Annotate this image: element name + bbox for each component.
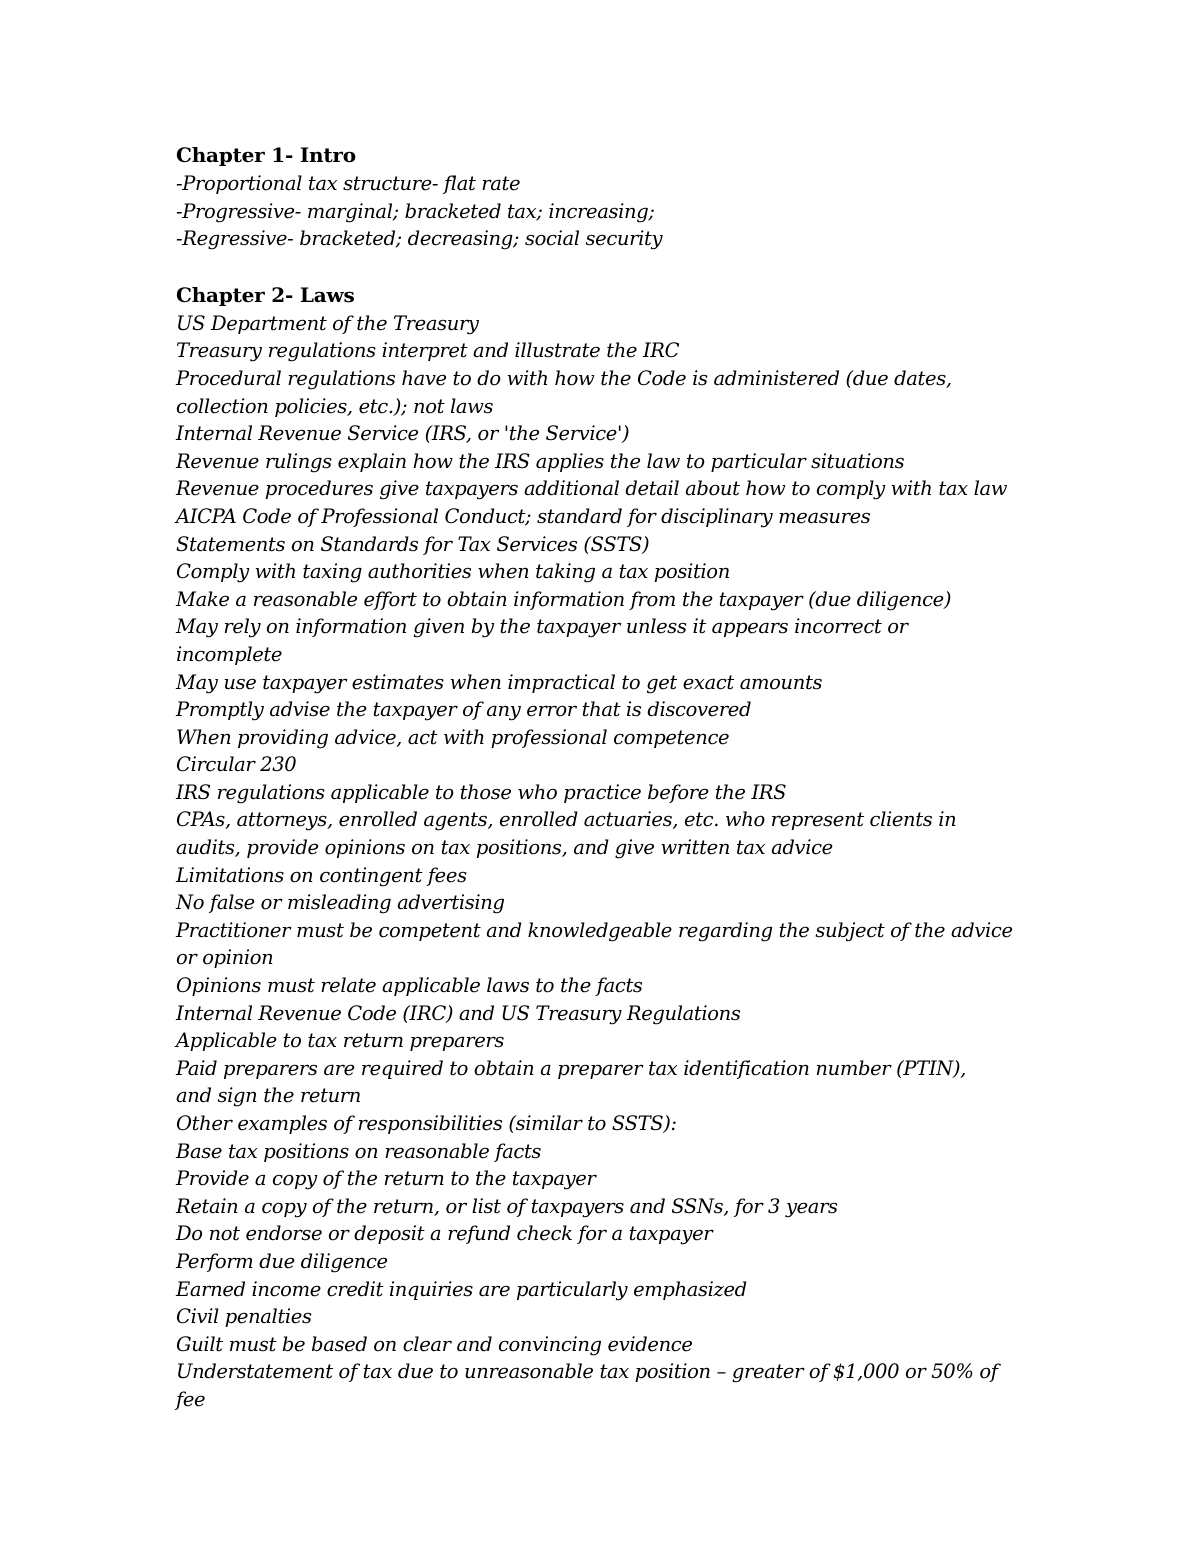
chapter-1-notes: [176, 170, 1036, 253]
note-line: Limitations on contingent fees: [176, 863, 467, 887]
note-line: Do not endorse or deposit a refund check for a taxpayer: [176, 1222, 713, 1246]
note-line: Other examples of responsibilities (similar to SSTS):: [176, 1112, 677, 1135]
note-line: Practitioner must be competent and knowledgeable regarding the subject of the advice: [176, 918, 1013, 942]
note-line: Perform due diligence: [176, 1249, 388, 1273]
note-line: or opinion: [176, 946, 274, 970]
note-line: Provide a copy of the return to the taxpayer: [176, 1167, 596, 1191]
chapter-1-heading: Chapter 1- Intro: [176, 143, 356, 167]
note-line: Retain a copy of the return, or list of taxpayers and SSNs, for 3 years: [176, 1194, 838, 1218]
note-line: AICPA Code of Professional Conduct; standard for disciplinary measures: [176, 504, 871, 528]
note-line: audits, provide opinions on tax positions, and give written tax advice: [176, 836, 833, 860]
note-line: Paid preparers are required to obtain a preparer tax identification number (PTIN),: [176, 1056, 966, 1080]
document-page: [176, 140, 1036, 1414]
chapter-2-heading: Chapter 2- Laws: [176, 282, 355, 307]
note-line: Revenue rulings explain how the IRS applies the law to particular situations: [176, 449, 905, 473]
note-line: May use taxpayer estimates when impractical to get exact amounts: [176, 670, 823, 694]
chapter-2-notes: [176, 310, 1036, 1414]
note-line: Base tax positions on reasonable facts: [176, 1139, 542, 1163]
note-line: Internal Revenue Service (IRS, or 'the Service'): [176, 422, 630, 446]
note-line: Earned income credit inquiries are particularly emphasized: [176, 1277, 747, 1301]
note-line: May rely on information given by the taxpayer unless it appears incorrect or: [176, 615, 908, 639]
note-line: Applicable to tax return preparers: [176, 1029, 505, 1053]
note-line: Statements on Standards for Tax Services (SSTS): [176, 532, 650, 556]
note-line: Comply with taxing authorities when taking a tax position: [176, 560, 730, 584]
note-line: -Proportional tax structure- flat rate: [176, 172, 521, 195]
note-line: When providing advice, act with professional competence: [176, 725, 730, 749]
note-line: Make a reasonable effort to obtain information from the taxpayer (due diligence): [176, 587, 952, 611]
note-line: -Progressive- marginal; bracketed tax; increasing;: [176, 199, 655, 223]
note-line: IRS regulations applicable to those who practice before the IRS: [176, 780, 787, 804]
note-line: Opinions must relate applicable laws to the facts: [176, 974, 643, 998]
note-line: fee: [176, 1387, 206, 1411]
note-line: Understatement of tax due to unreasonable tax position – greater of $1,000 or 50% of: [176, 1360, 998, 1384]
note-line: No false or misleading advertising: [176, 891, 505, 915]
chapter-2-section: [176, 280, 1036, 1414]
note-line: US Department of the Treasury: [176, 311, 479, 335]
note-line: and sign the return: [176, 1084, 361, 1108]
note-line: Procedural regulations have to do with how the Code is administered (due dates,: [176, 366, 952, 390]
note-line: Internal Revenue Code (IRC) and US Treasury Regulations: [176, 1001, 741, 1025]
note-line: Circular 230: [176, 753, 297, 777]
note-line: -Regressive- bracketed; decreasing; social security: [176, 227, 663, 251]
note-line: Civil penalties: [176, 1305, 312, 1329]
note-line: Guilt must be based on clear and convincing evidence: [176, 1332, 693, 1356]
note-line: Revenue procedures give taxpayers additional detail about how to comply with tax law: [176, 477, 1008, 501]
note-line: CPAs, attorneys, enrolled agents, enrolled actuaries, etc. who represent clients in: [176, 808, 957, 832]
note-line: incomplete: [176, 642, 283, 666]
note-line: collection policies, etc.); not laws: [176, 394, 494, 418]
note-line: Treasury regulations interpret and illustrate the IRC: [176, 339, 680, 363]
chapter-1-section: [176, 140, 1036, 253]
note-line: Promptly advise the taxpayer of any error that is discovered: [176, 698, 752, 722]
